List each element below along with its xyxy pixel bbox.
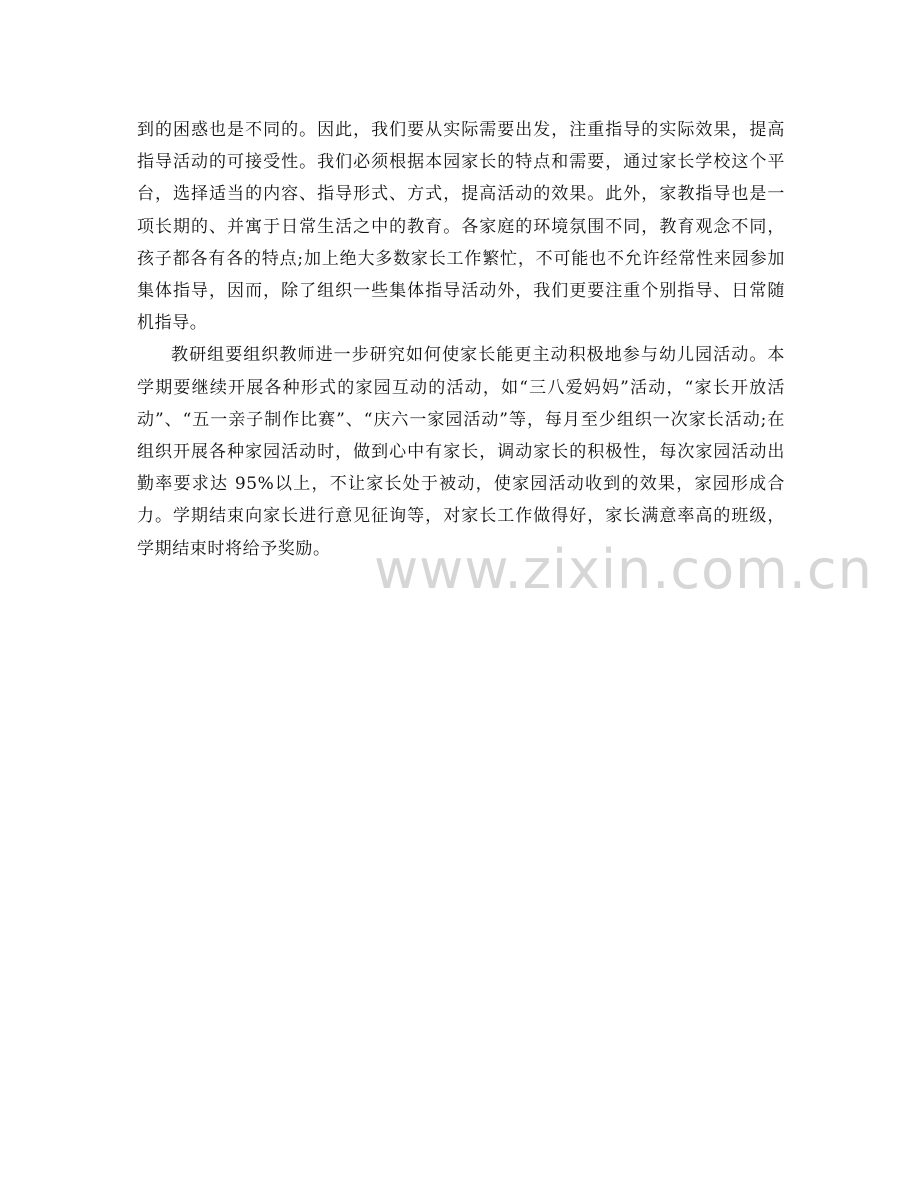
- watermark: www.zixin.com.cn: [374, 538, 873, 601]
- paragraph-1: 到的困惑也是不同的。因此，我们要从实际需要出发，注重指导的实际效果，提高指导活动的可接受性。我们必须根据本园家长的特点和需要，通过家长学校这个平台，选择适当的内容、指导形式、方式，提高活动的效果。此外，家教指导也是一项长期的、并寓于日常生活之中的教育。各家庭的环境氛围不同，教育观念不同，孩子都各有各的特点;加上绝大多数家长工作繁忙，不可能也不允许经常性来园参加集体指导，因而，除了组织一些集体指导活动外，我们更要注重个别指导、日常随机指导。: [137, 120, 785, 334]
- paragraph-2: 教研组要组织教师进一步研究如何使家长能更主动积极地参与幼儿园活动。本学期要继续开展各种形式的家园互动的活动，如“三八爱妈妈”活动，“家长开放活动”、“五一亲子制作比赛”、“庆六一家园活动”等，每月至少组织一次家长活动;在组织开展各种家园活动时，做到心中有家长，调动家长的积极性，每次家园活动出勤率要求达 95%以上，不让家长处于被动，使家园活动收到的效果，家园形成合力。学期结束向家长进行意见征询等，对家长工作做得好，家长满意率高的班级，学期结束时将给予奖励。: [137, 345, 785, 559]
- document-body: [137, 114, 785, 565]
